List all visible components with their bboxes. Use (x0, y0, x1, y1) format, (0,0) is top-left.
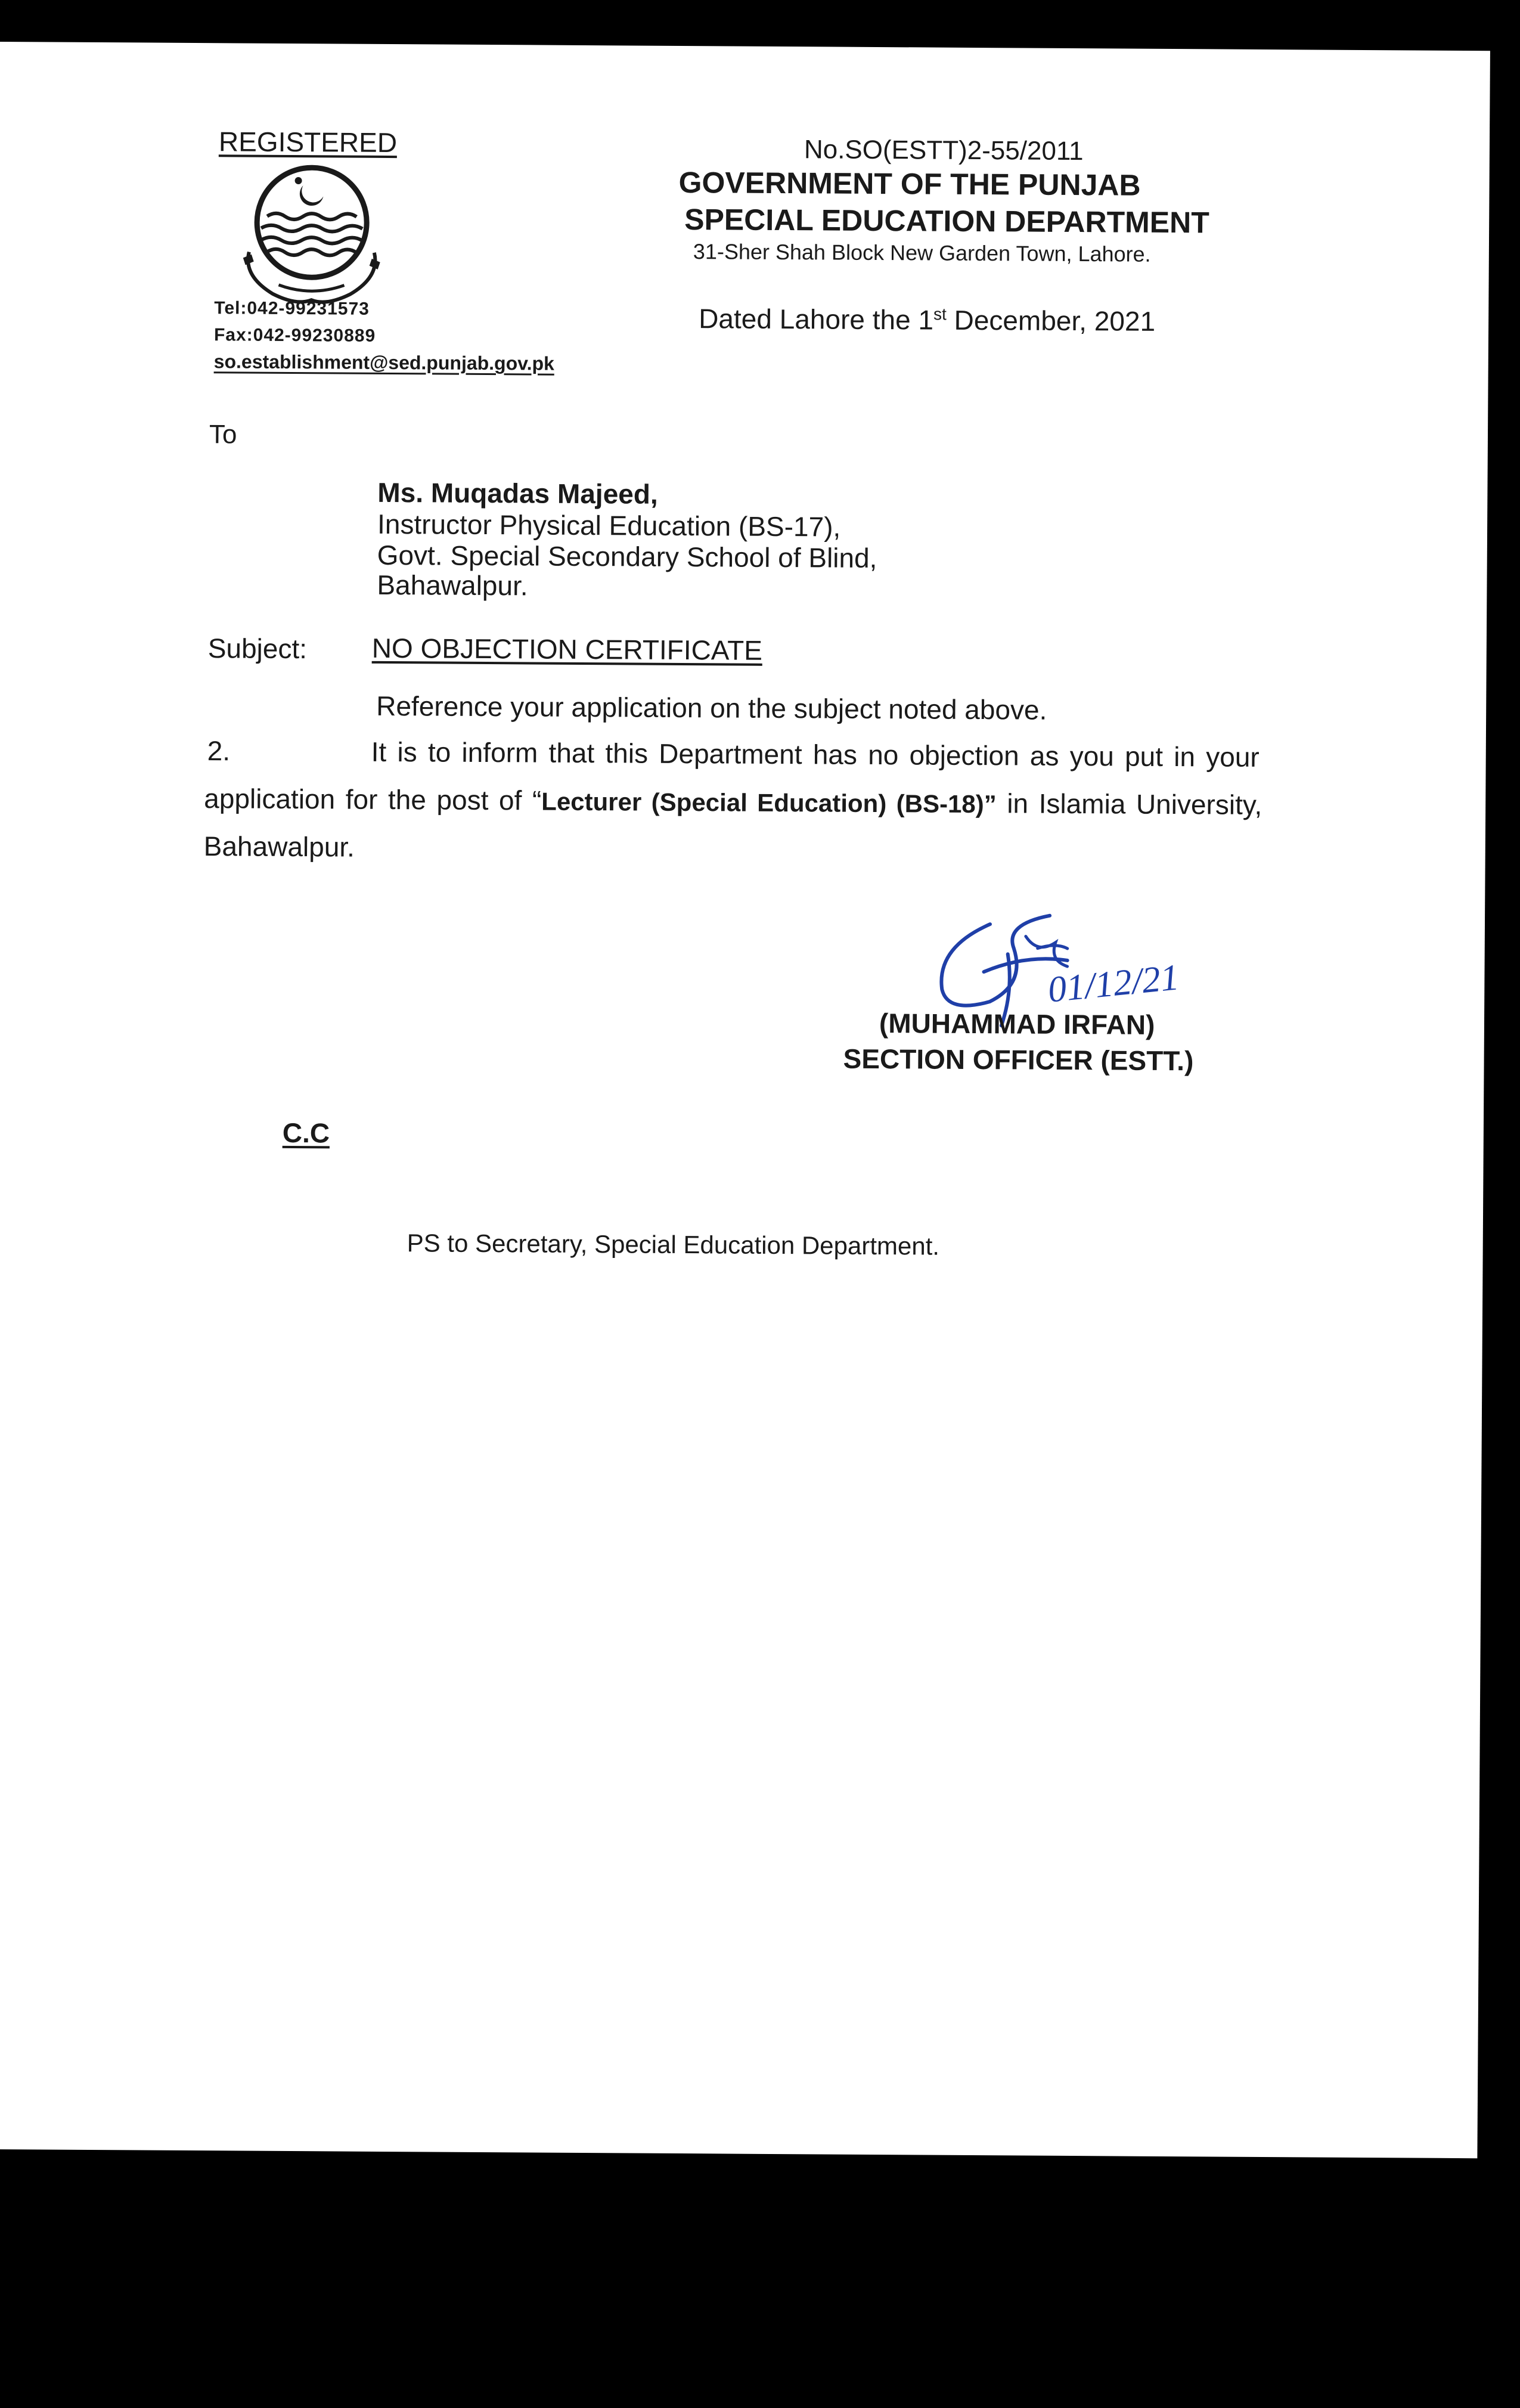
telephone-number: Tel:042-99231573 (214, 298, 370, 319)
post-title: Lecturer (Special Education) (BS-18)” (541, 787, 997, 819)
paragraph-2-line-3: Bahawalpur. (203, 830, 355, 863)
paragraph-2-line-2 (204, 782, 1262, 821)
department-heading: SPECIAL EDUCATION DEPARTMENT (684, 203, 1209, 240)
recipient-name: Ms. Muqadas Majeed, (377, 476, 658, 510)
paragraph-2-line-1: It is to inform that this Department has no objection as you put in your (371, 736, 1260, 773)
subject-title: NO OBJECTION CERTIFICATE (371, 632, 763, 666)
recipient-school: Govt. Special Secondary School of Blind, (377, 539, 877, 574)
date-ordinal: st (933, 305, 947, 324)
signature-date: 01/12/21 (1046, 957, 1181, 1011)
reference-number: No.SO(ESTT)2-55/2011 (804, 135, 1084, 166)
department-address: 31-Sher Shah Block New Garden Town, Lahore. (693, 239, 1151, 266)
paragraph-1: Reference your application on the subject noted above. (376, 690, 1047, 726)
letter-page (0, 42, 1490, 2158)
registered-label: REGISTERED (218, 126, 398, 159)
date-prefix: Dated Lahore the 1 (699, 303, 934, 336)
signatory-name: (MUHAMMAD IRFAN) (879, 1008, 1155, 1040)
cc-label: C.C (282, 1117, 330, 1149)
fax-number: Fax:042-99230889 (213, 325, 376, 346)
paragraph-2-post: in Islamia University, (996, 788, 1262, 820)
paragraph-2-number: 2. (207, 735, 231, 767)
paragraph-2-pre: application for the post of “ (204, 783, 542, 816)
recipient-city: Bahawalpur. (377, 569, 528, 602)
to-label: To (209, 420, 237, 450)
signatory-title: SECTION OFFICER (ESTT.) (843, 1043, 1194, 1077)
email-address[interactable]: so.establishment@sed.punjab.gov.pk (213, 351, 554, 374)
recipient-designation: Instructor Physical Education (BS-17), (377, 508, 841, 543)
date-suffix: December, 2021 (946, 304, 1156, 337)
subject-label: Subject: (207, 633, 308, 665)
letter-date (699, 302, 1155, 337)
government-heading: GOVERNMENT OF THE PUNJAB (678, 165, 1141, 202)
cc-recipient: PS to Secretary, Special Education Department. (407, 1229, 940, 1260)
